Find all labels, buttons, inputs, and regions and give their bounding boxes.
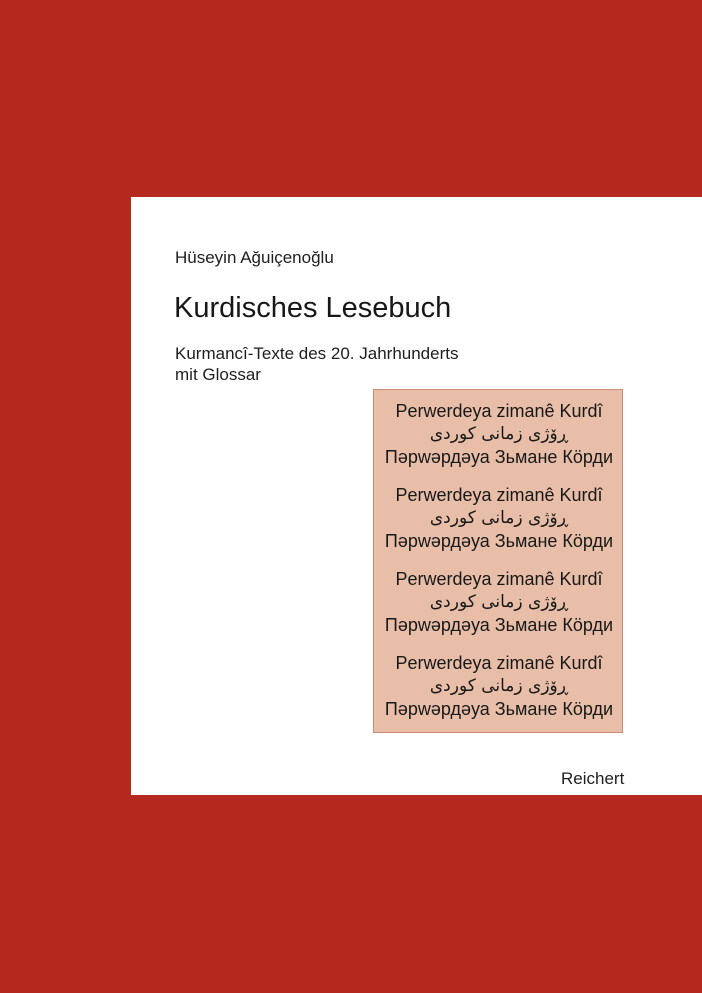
text-group xyxy=(374,568,624,637)
subtitle-line-1: Kurmancî-Texte des 20. Jahrhunderts xyxy=(175,344,459,363)
cyrillic-text-line: Пәрwәрдәуа Зьмане Кӧрди xyxy=(384,531,614,551)
multiscript-text-block xyxy=(373,389,623,733)
cover-panel xyxy=(131,197,702,795)
arabic-text-line: ڕۆژی زمانی کوردی xyxy=(429,424,569,444)
cyrillic-text-line: Пәрwәрдәуа Зьмане Кӧрди xyxy=(384,447,614,467)
text-group xyxy=(374,652,624,721)
latin-text-line: Perwerdeya zimanê Kurdî xyxy=(395,401,603,421)
text-group xyxy=(374,484,624,553)
book-subtitle xyxy=(175,343,458,385)
book-title: Kurdisches Lesebuch xyxy=(174,292,452,324)
arabic-text-line: ڕۆژی زمانی کوردی xyxy=(429,592,569,612)
latin-text-line: Perwerdeya zimanê Kurdî xyxy=(395,653,603,673)
arabic-text-line: ڕۆژی زمانی کوردی xyxy=(429,676,569,696)
publisher-name: Reichert xyxy=(561,769,625,788)
latin-text-line: Perwerdeya zimanê Kurdî xyxy=(395,485,603,505)
latin-text-line: Perwerdeya zimanê Kurdî xyxy=(395,569,603,589)
subtitle-line-2: mit Glossar xyxy=(175,365,261,384)
text-group xyxy=(374,400,624,469)
arabic-text-line: ڕۆژی زمانی کوردی xyxy=(429,508,569,528)
cyrillic-text-line: Пәрwәрдәуа Зьмане Кӧрди xyxy=(384,699,614,719)
author-name: Hüseyin Ağuiçenoğlu xyxy=(175,248,334,267)
cyrillic-text-line: Пәрwәрдәуа Зьмане Кӧрди xyxy=(384,615,614,635)
